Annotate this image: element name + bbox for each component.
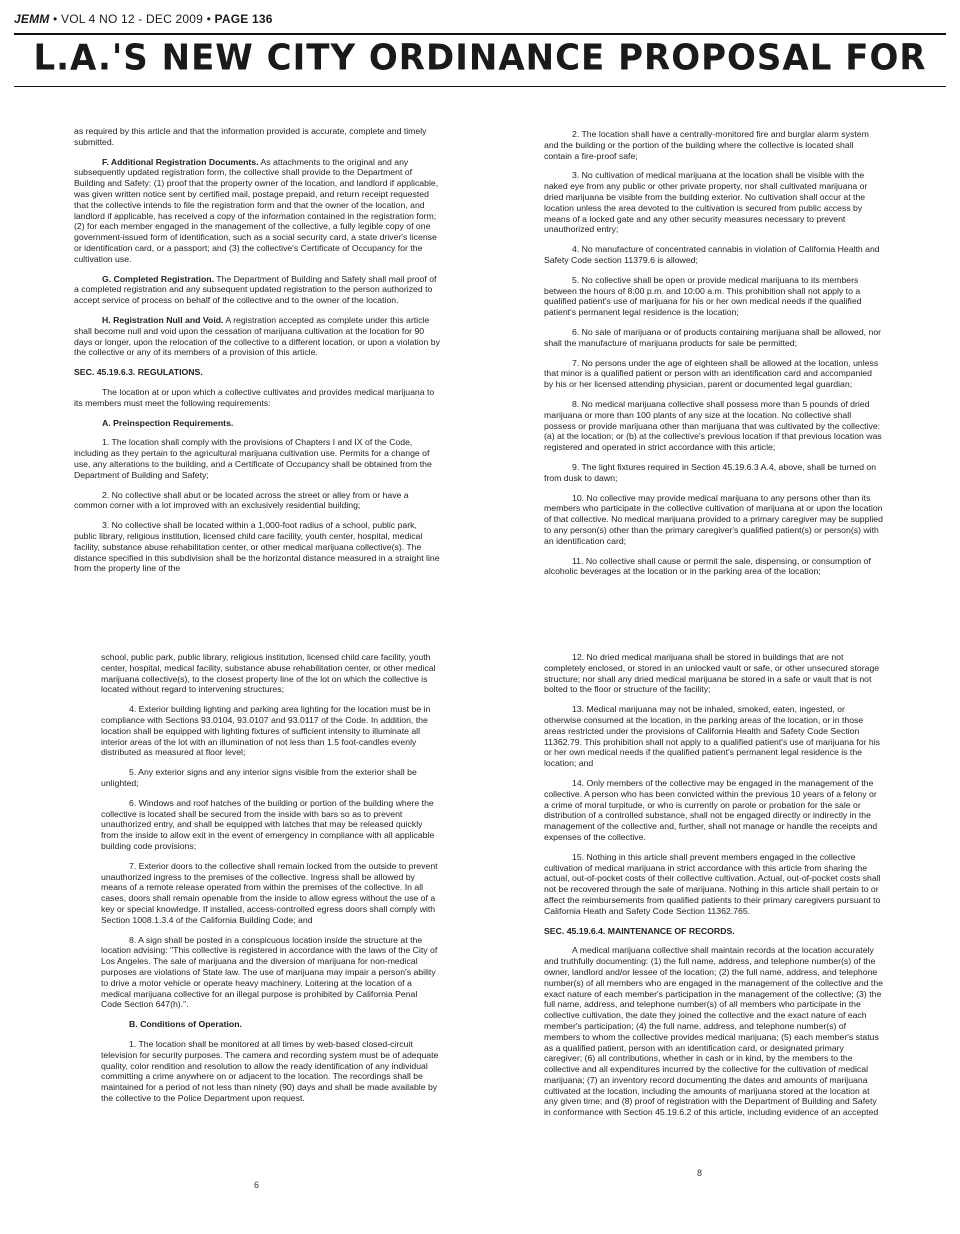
list-item: 6. Windows and roof hatches of the building or portion of the building where the collective is located shall be secured from the inside with bars so as to prevent unauthorized entry, and shall be equipped with latches that may be released quickly from the inside to allow exit in the event of emergency in compliance with all applicable building code provisions; xyxy=(101,797,435,851)
section-g xyxy=(74,274,440,306)
list-item: 1. The location shall be monitored at all times by web-based closed-circuit television for security purposes. The camera and recording system must be of adequate quality, color rendition and resolution to allow the ready identification of any individual committing a crime anywhere on or adjacent to the location. The recordings shall be maintained for a period of not less than ninety (90) days and shall be made available by the collective to the Police Department upon request. xyxy=(101,1038,439,1103)
section-f-body: As attachments to the original and any subsequently updated registration form, the collective shall provide to the Department of Building and Safety: (1) proof that the property owner of the location, and landlord if applicable, was given written notice sent by certified mail, postage prepaid, and return receipt requested that the collective intends to file the registration form and that the owner of the location, and landlord if applicable, has received a copy of the information contained in the registration form; (2) for each member engaged in the management of the collective, a fully legible copy of one government-issued form of identification, such as a social security card, a state driver's license or identification card, or a passport; and (3) the collective's Certificate of Occupancy for the cultivation use. xyxy=(74,156,439,264)
list-item: 6. No sale of marijuana or of products containing marijuana shall be allowed, nor shall the manufacture of marijuana products for sale be permitted; xyxy=(544,326,882,348)
section-g-body: The Department of Building and Safety shall mail proof of a completed registration and any subsequent updated registration to the person authorized to accept service of process on behalf of the collective and to the owner of the location. xyxy=(74,273,437,306)
column-top-right xyxy=(544,129,883,629)
list-item: 4. No manufacture of concentrated cannabis in violation of California Health and Safety Code section 11379.6 is allowed; xyxy=(544,244,880,265)
list-item: 10. No collective may provide medical marijuana to any persons other than its members who participate in the collective cultivation of marijuana at or upon the location of that collective. No medical marijuana provided to a primary caregiver may be supplied to any person(s) other than the primary caregiver's qualified patient(s) or person(s) with an identification card; xyxy=(544,492,883,546)
list-item: 5. Any exterior signs and any interior signs visible from the exterior shall be unlighted; xyxy=(101,767,417,788)
list-item: 14. Only members of the collective may be engaged in the management of the collective. A person who has been convicted within the previous 10 years of a felony or a crime of moral turpitude, or who is currently on parole or probation for the sale or distribution of a controlled substance, shall not be engaged directly or indirectly in the management of the collective and, further, shall not manage or handle the receipts and expenses of the collective. xyxy=(544,777,878,842)
list-item: 8. No medical marijuana collective shall possess more than 5 pounds of dried marijuana or more than 100 plants of any size at the location. No collective shall possess or provide marijuana other than marijuana that was cultivated by the collective: (a) at the location; or (b) at the collective's previous location if that previous location was registered and operated in strict accordance with this article; xyxy=(544,398,882,453)
page-number-right: 8 xyxy=(697,1168,703,1178)
list-item: 7. Exterior doors to the collective shall remain locked from the outside to prevent unauthorized ingress to the premises of the collective. Ingress shall be allowed by means of a remote release operated from within the premises of the collective. In all cases, doors shall remain openable from the inside to allow egress without the use of a key or special knowledge. If installed, access-controlled egress doors shall comply with Section 1008.1.3.4 of the California Building Code; and xyxy=(101,860,438,925)
list-item: 9. The light fixtures required in Section 45.19.6.3 A.4, above, shall be turned on from dusk to dawn; xyxy=(544,461,877,483)
section-heading: SEC. 45.19.6.3. REGULATIONS. xyxy=(74,367,203,378)
subsection-heading: A. Preinspection Requirements. xyxy=(102,417,234,428)
headline-rule xyxy=(14,86,946,87)
separator: • xyxy=(53,12,58,26)
publication-name: JEMM xyxy=(14,12,50,26)
page-label: PAGE 136 xyxy=(214,12,273,26)
list-item: 13. Medical marijuana may not be inhaled, smoked, eaten, ingested, or otherwise consumed at the location, in the parking areas of the location, or in those areas restricted under the provisions of California Health and Safety Code Section 11362.79. This prohibition shall not apply to a qualified patient's use of marijuana for his or her own medical needs if the qualified patient's permanent legal residence is the location; and xyxy=(544,704,881,769)
section-heading: SEC. 45.19.6.4. MAINTENANCE OF RECORDS. xyxy=(544,925,735,936)
list-item: 4. Exterior building lighting and parking area lighting for the location must be in compliance with Sections 93.0104, 93.0107 and 93.0117 of the Code. In addition, the location shall be equipped with lighting fixtures of sufficient intensity to illuminate all interior areas of the lot with an illumination of not less than 1.5 foot-candles evenly distributed as measured at floor level; xyxy=(101,704,431,758)
section-f xyxy=(74,157,440,265)
page-number-left: 6 xyxy=(254,1180,260,1190)
list-item: 7. No persons under the age of eighteen shall be allowed at the location, unless that minor is a qualified patient or person with an identification card and accompanied by his or her licensed attending physician, parent or documented legal guardian; xyxy=(544,357,879,390)
list-item: 1. The location shall comply with the provisions of Chapters I and IX of the Code, including as they pertain to the agricultural marijuana cultivation use. Permits for a change of use, any alterations to the building, and a Certificate of Occupancy shall be obtained from the Department of Building and Safety; xyxy=(74,437,432,480)
section-h-body: A registration accepted as complete under this article shall become null and void upon the cessation of marijuana cultivation at the location for 90 days or longer, upon the relocation of the collective to a different location, or upon a violation by the collective or any of its members of a provision of this article. xyxy=(74,314,440,358)
masthead xyxy=(14,12,273,26)
column-top-left xyxy=(74,126,440,626)
list-item: 15. Nothing in this article shall prevent members engaged in the collective cultivation of medical marijuana in strict accordance with this article from sharing the actual, out-of-pocket costs of their collective cultivation. Actual, out-of-pocket costs shall not be recovered through the sale of marijuana. Nothing in this article shall pertain to or affect the reimbursements from qualified patients to their primary caregivers pursuant to California Heath and Safety Code Section 11362.765. xyxy=(544,851,881,916)
section-h xyxy=(74,315,440,358)
section-h-heading: H. Registration Null and Void. xyxy=(102,314,224,325)
list-item: 8. A sign shall be posted in a conspicuous location inside the structure at the location advising: "This collective is registered in accordance with the laws of the City of Los Angeles. The sale of marijuana and the diversion of marijuana for non-medical purposes are violations of State law. The use of marijuana may impair a person's ability to drive a motor vehicle or operate heavy machinery. Loitering at the location of a medical marijuana collective for an illegal purpose is prohibited by California Penal Code Section 647(h).". xyxy=(101,934,438,1010)
paragraph: as required by this article and that the information provided is accurate, complete and timely submitted. xyxy=(74,126,427,147)
column-bottom-left xyxy=(101,652,440,1132)
top-rule xyxy=(14,33,946,35)
column-bottom-right xyxy=(544,652,883,1132)
issue-info: VOL 4 NO 12 - DEC 2009 xyxy=(60,12,204,26)
headline: L.A.'S NEW CITY ORDINANCE PROPOSAL FOR xyxy=(33,37,927,79)
list-item: 2. The location shall have a centrally-monitored fire and burglar alarm system and the building or the portion of the building where the collective is located shall contain a fire-proof safe; xyxy=(544,129,869,161)
section-f-heading: F. Additional Registration Documents. xyxy=(102,156,259,167)
list-item: 5. No collective shall be open or provide medical marijuana to its members between the hours of 8:00 p.m. and 10:00 a.m. This prohibition shall not apply to a qualified patient's use of marijuana for his or her own medical needs if the qualified patient's permanent legal residence is the location; xyxy=(544,274,862,318)
paragraph: A medical marijuana collective shall maintain records at the location accurately and truthfully documenting: (1) the full name, address, and telephone number(s) of the owner, landlord and/or lessee of the location; (2) the full name, address, and telephone number(s) of all members who are engaged in the management of the collective and the exact nature of each member's participation in the management of the collective; (3) the full name, address, and telephone number(s) of all members who participate in the collective cultivation, the date they joined the collective and the exact nature of each member's participation; (4) the full name, address, and telephone number(s) of members to whom the collective provides medical marijuana; (5) each member's status as a qualified patient, person with an identification card, or designated primary caregiver; (6) all contributions, whether in cash or in kind, by the members to the collective and all expenditures incurred by the collective for the cultivation of medical marijuana; (7) an inventory record documenting the dates and amounts of marijuana cultivated at the location, including the amounts of marijuana stored at the location at any given time; and (8) proof of registration with the Department of Building and Safety in conformance with Section 45.19.6.2 of this article, including evidence of an accepted xyxy=(544,945,883,1118)
separator: • xyxy=(206,12,211,26)
paragraph: The location at or upon which a collective cultivates and provides medical marijuana to its members must meet the following requirements: xyxy=(74,386,435,408)
list-item: 12. No dried medical marijuana shall be stored in buildings that are not completely enclosed, or stored in an unlocked vault or safe, or other unsecured storage structure; nor shall any dried medical marijuana be stored in a safe or vault that is not bolted to the floor or structure of the facility; xyxy=(544,652,880,695)
list-item: 2. No collective shall abut or be located across the street or alley from or have a common corner with a lot improved with an exclusively residential building; xyxy=(74,489,409,511)
paragraph: school, public park, public library, religious institution, licensed child care facility, youth center, hospital, medical facility, substance abuse rehabilitation center, or other medical marijuana collective(s), to the closest property line of the lot on which the collective is located without regard to intervening structures; xyxy=(101,652,436,695)
subsection-heading: B. Conditions of Operation. xyxy=(129,1019,242,1030)
list-item: 3. No collective shall be located within a 1,000-foot radius of a school, public park, public library, religious institution, licensed child care facility, youth center, hospital, medical facility, substance abuse rehabilitation center, or other medical marijuana collective(s). The distance specified in this subdivision shall be the horizontal distance measured in a straight line from the property line of the xyxy=(74,520,440,574)
list-item: 11. No collective shall cause or permit the sale, dispensing, or consumption of alcoholic beverages at the location or in the parking area of the location; xyxy=(544,555,871,577)
list-item: 3. No cultivation of medical marijuana at the location shall be visible with the naked eye from any public or other private property, nor shall cultivated marijuana or dried marijuana be visible from the building exterior. No cultivation shall occur at the location unless the area devoted to the cultivation is secured from public access by means of a locked gate and any other security measures necessary to prevent unauthorized entry; xyxy=(544,170,868,235)
section-g-heading: G. Completed Registration. xyxy=(102,273,214,284)
